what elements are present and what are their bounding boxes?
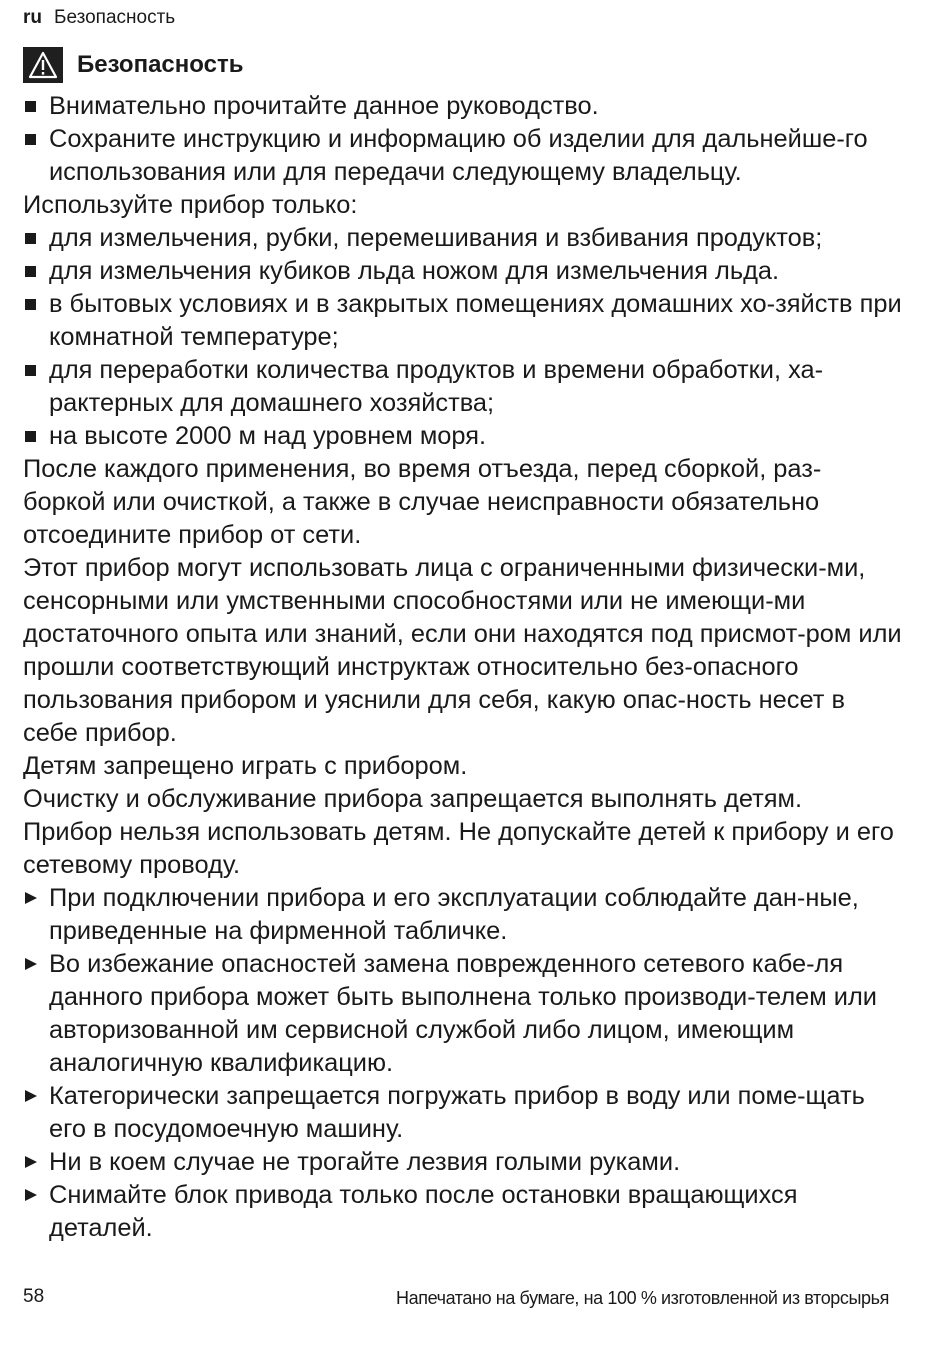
arrow-right-icon <box>25 1090 37 1102</box>
paragraph: Детям запрещено играть с прибором. <box>23 752 468 780</box>
section-name: Безопасность <box>54 7 176 28</box>
bullet-item: для измельчения кубиков льда ножом для измельчения льда. <box>23 255 903 288</box>
bullet-item: для переработки количества продуктов и времени обработки, ха-рактерных для домашнего хозяйства; <box>23 354 903 420</box>
language-code: ru <box>23 7 42 28</box>
bullet-square-icon <box>25 266 36 277</box>
bullet-item: для измельчения, рубки, перемешивания и взбивания продуктов; <box>23 222 903 255</box>
paragraph: Очистку и обслуживание прибора запрещается выполнять детям. <box>23 785 803 813</box>
bullet-item: Внимательно прочитайте данное руководство. <box>23 90 903 123</box>
page-title: Безопасность <box>77 51 244 78</box>
paragraph: Этот прибор могут использовать лица с ограниченными физически-ми, сенсорными или умственными способностями или не имеющи-ми достаточного опыта или знаний, если они находятся под присмот-ром или прошли соответствующий инструктаж относительно без-опасного пользования прибором и уяснили для себя, какую опас-ность несет в себе прибор. <box>23 554 902 747</box>
bullet-item: Сохраните инструкцию и информацию об изделии для дальнейше-го использования или для передачи следующему владельцу. <box>23 123 903 189</box>
instruction-item: Категорически запрещается погружать прибор в воду или поме-щать его в посудомоечную машину. <box>23 1080 903 1146</box>
arrow-right-icon <box>25 958 37 970</box>
recycled-paper-note: Напечатано на бумаге, на 100 % изготовленной из вторсырья <box>396 1288 889 1308</box>
paragraph: Используйте прибор только: <box>23 191 358 219</box>
bullet-square-icon <box>25 431 36 442</box>
instruction-item: Снимайте блок привода только после остановки вращающихся деталей. <box>23 1179 903 1245</box>
instruction-item: Во избежание опасностей замена поврежденного сетевого кабе-ля данного прибора может быть выполнена только производи-телем или авторизованной им сервисной службой либо лицом, имеющим аналогичную квалификацию. <box>23 948 903 1080</box>
bullet-square-icon <box>25 134 36 145</box>
bullet-item: на высоте 2000 м над уровнем моря. <box>23 420 903 453</box>
instruction-item: Ни в коем случае не трогайте лезвия голыми руками. <box>23 1146 903 1179</box>
running-header <box>23 6 175 30</box>
page-number: 58 <box>23 1286 45 1307</box>
bullet-square-icon <box>25 365 36 376</box>
arrow-right-icon <box>25 892 37 904</box>
paragraph: Прибор нельзя использовать детям. Не допускайте детей к прибору и его сетевому проводу. <box>23 818 894 879</box>
instruction-item: При подключении прибора и его эксплуатации соблюдайте дан-ные, приведенные на фирменной табличке. <box>23 882 903 948</box>
bullet-square-icon <box>25 299 36 310</box>
bullet-square-icon <box>25 233 36 244</box>
warning-triangle-icon <box>23 47 63 83</box>
arrow-right-icon <box>25 1189 37 1201</box>
arrow-right-icon <box>25 1156 37 1168</box>
bullet-square-icon <box>25 101 36 112</box>
section-heading <box>23 47 243 83</box>
paragraph: После каждого применения, во время отъезда, перед сборкой, раз-боркой или очисткой, а также в случае неисправности обязательно отсоедините прибор от сети. <box>23 455 822 549</box>
bullet-item: в бытовых условиях и в закрытых помещениях домашних хо-зяйств при комнатной температуре; <box>23 288 903 354</box>
safety-content <box>23 90 903 1245</box>
